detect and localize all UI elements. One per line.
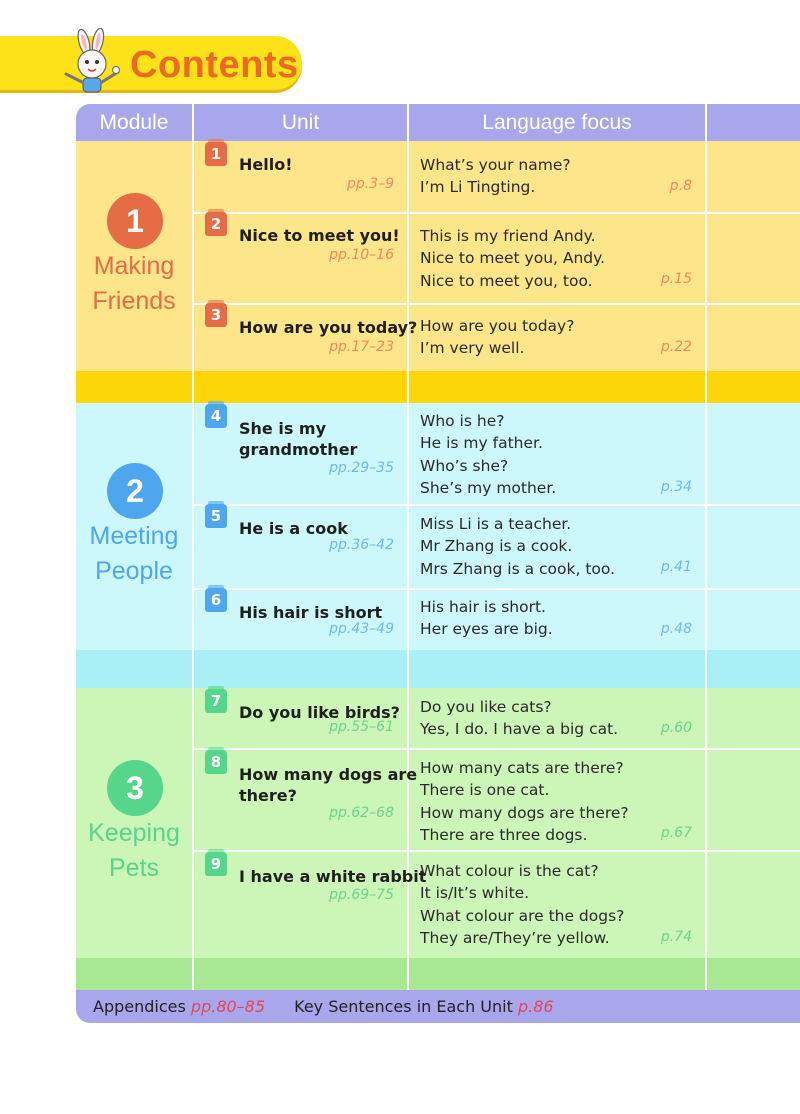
unit-4-badge: 4 bbox=[205, 404, 227, 428]
unit-7-language-focus: Do you like cats? Yes, I do. I have a big cat. bbox=[420, 698, 619, 739]
divider bbox=[407, 104, 409, 990]
divider bbox=[705, 104, 707, 990]
bunny-mascot-icon bbox=[58, 28, 128, 98]
module-3-number: 3 bbox=[107, 760, 163, 816]
module-1-band bbox=[76, 371, 800, 403]
unit-7-focus-page: p.60 bbox=[660, 720, 692, 736]
header-module: Module bbox=[99, 111, 169, 134]
divider bbox=[194, 748, 800, 750]
unit-8-title[interactable]: How many dogs are there? bbox=[239, 765, 418, 805]
module-2-number: 2 bbox=[107, 463, 163, 519]
unit-8-focus-page: p.67 bbox=[660, 825, 692, 841]
unit-1-language-focus: What’s your name? I’m Li Tingting. bbox=[420, 156, 571, 197]
module-1-number: 1 bbox=[107, 193, 163, 249]
unit-1-badge: 1 bbox=[205, 142, 227, 166]
unit-3-title[interactable]: How are you today? bbox=[239, 318, 418, 337]
divider bbox=[194, 504, 800, 506]
unit-9-pages: pp.69–75 bbox=[329, 887, 394, 903]
unit-4-title[interactable]: She is my grandmother bbox=[239, 419, 358, 459]
unit-2-focus-page: p.15 bbox=[660, 271, 692, 287]
unit-2-language-focus: This is my friend Andy. Nice to meet you, Andy. Nice to meet you, too. bbox=[420, 227, 606, 290]
unit-3-language-focus: How are you today? I’m very well. bbox=[420, 317, 575, 358]
footer-bar bbox=[76, 990, 800, 1023]
divider bbox=[194, 212, 800, 214]
unit-7-title[interactable]: Do you like birds? bbox=[239, 703, 400, 722]
unit-1-pages: pp.3–9 bbox=[346, 176, 394, 192]
appendices-label: Appendices bbox=[93, 997, 186, 1016]
divider bbox=[194, 850, 800, 852]
unit-9-title[interactable]: I have a white rabbit bbox=[239, 867, 427, 886]
unit-5-badge: 5 bbox=[205, 504, 227, 528]
header-language-focus: Language focus bbox=[482, 111, 632, 134]
module-2-band bbox=[76, 650, 800, 688]
unit-6-language-focus: His hair is short. Her eyes are big. bbox=[420, 598, 553, 639]
unit-6-focus-page: p.48 bbox=[660, 621, 692, 637]
header-unit: Unit bbox=[281, 111, 320, 134]
unit-5-language-focus: Miss Li is a teacher. Mr Zhang is a cook. Mrs Zhang is a cook, too. bbox=[420, 515, 616, 578]
divider bbox=[194, 588, 800, 590]
unit-3-pages: pp.17–23 bbox=[329, 339, 394, 355]
module-1-name: Making Friends bbox=[92, 252, 176, 315]
module-3-name: Keeping Pets bbox=[88, 819, 180, 882]
unit-1-focus-page: p.8 bbox=[669, 178, 692, 194]
appendices-pages[interactable]: pp.80–85 bbox=[190, 997, 266, 1016]
unit-4-focus-page: p.34 bbox=[660, 479, 692, 495]
contents-table bbox=[76, 104, 800, 1024]
module-3-band bbox=[76, 958, 800, 990]
unit-8-badge: 8 bbox=[205, 750, 227, 774]
unit-3-focus-page: p.22 bbox=[660, 339, 692, 355]
table-header bbox=[76, 104, 800, 141]
unit-8-language-focus: How many cats are there? There is one cat. How many dogs are there? There are three dogs. bbox=[420, 759, 629, 844]
unit-6-badge: 6 bbox=[205, 588, 227, 612]
unit-6-pages: pp.43–49 bbox=[329, 621, 394, 637]
unit-4-pages: pp.29–35 bbox=[329, 460, 394, 476]
unit-7-badge: 7 bbox=[205, 689, 227, 713]
unit-6-title[interactable]: His hair is short bbox=[239, 603, 383, 622]
unit-5-title[interactable]: He is a cook bbox=[239, 519, 348, 538]
unit-1-title[interactable]: Hello! bbox=[239, 155, 293, 174]
divider bbox=[194, 303, 800, 305]
unit-2-title[interactable]: Nice to meet you! bbox=[239, 226, 400, 245]
unit-8-pages: pp.62–68 bbox=[329, 805, 394, 821]
unit-9-badge: 9 bbox=[205, 852, 227, 876]
unit-9-language-focus: What colour is the cat? It is/It’s white. What colour are the dogs? They are/They’re yellow. bbox=[420, 862, 625, 947]
key-sentences-label: Key Sentences in Each Unit bbox=[294, 997, 513, 1016]
unit-4-language-focus: Who is he? He is my father. Who’s she? She’s my mother. bbox=[420, 412, 557, 497]
page-title: Contents bbox=[130, 44, 299, 86]
unit-9-focus-page: p.74 bbox=[660, 929, 692, 945]
unit-7-pages: pp.55–61 bbox=[329, 719, 394, 735]
key-sentences-page[interactable]: p.86 bbox=[517, 997, 554, 1016]
unit-5-focus-page: p.41 bbox=[660, 559, 692, 575]
unit-5-pages: pp.36–42 bbox=[329, 537, 394, 553]
unit-2-badge: 2 bbox=[205, 212, 227, 236]
module-2-name: Meeting People bbox=[89, 522, 179, 585]
unit-2-pages: pp.10–16 bbox=[329, 247, 394, 263]
divider bbox=[192, 104, 194, 990]
unit-3-badge: 3 bbox=[205, 303, 227, 327]
